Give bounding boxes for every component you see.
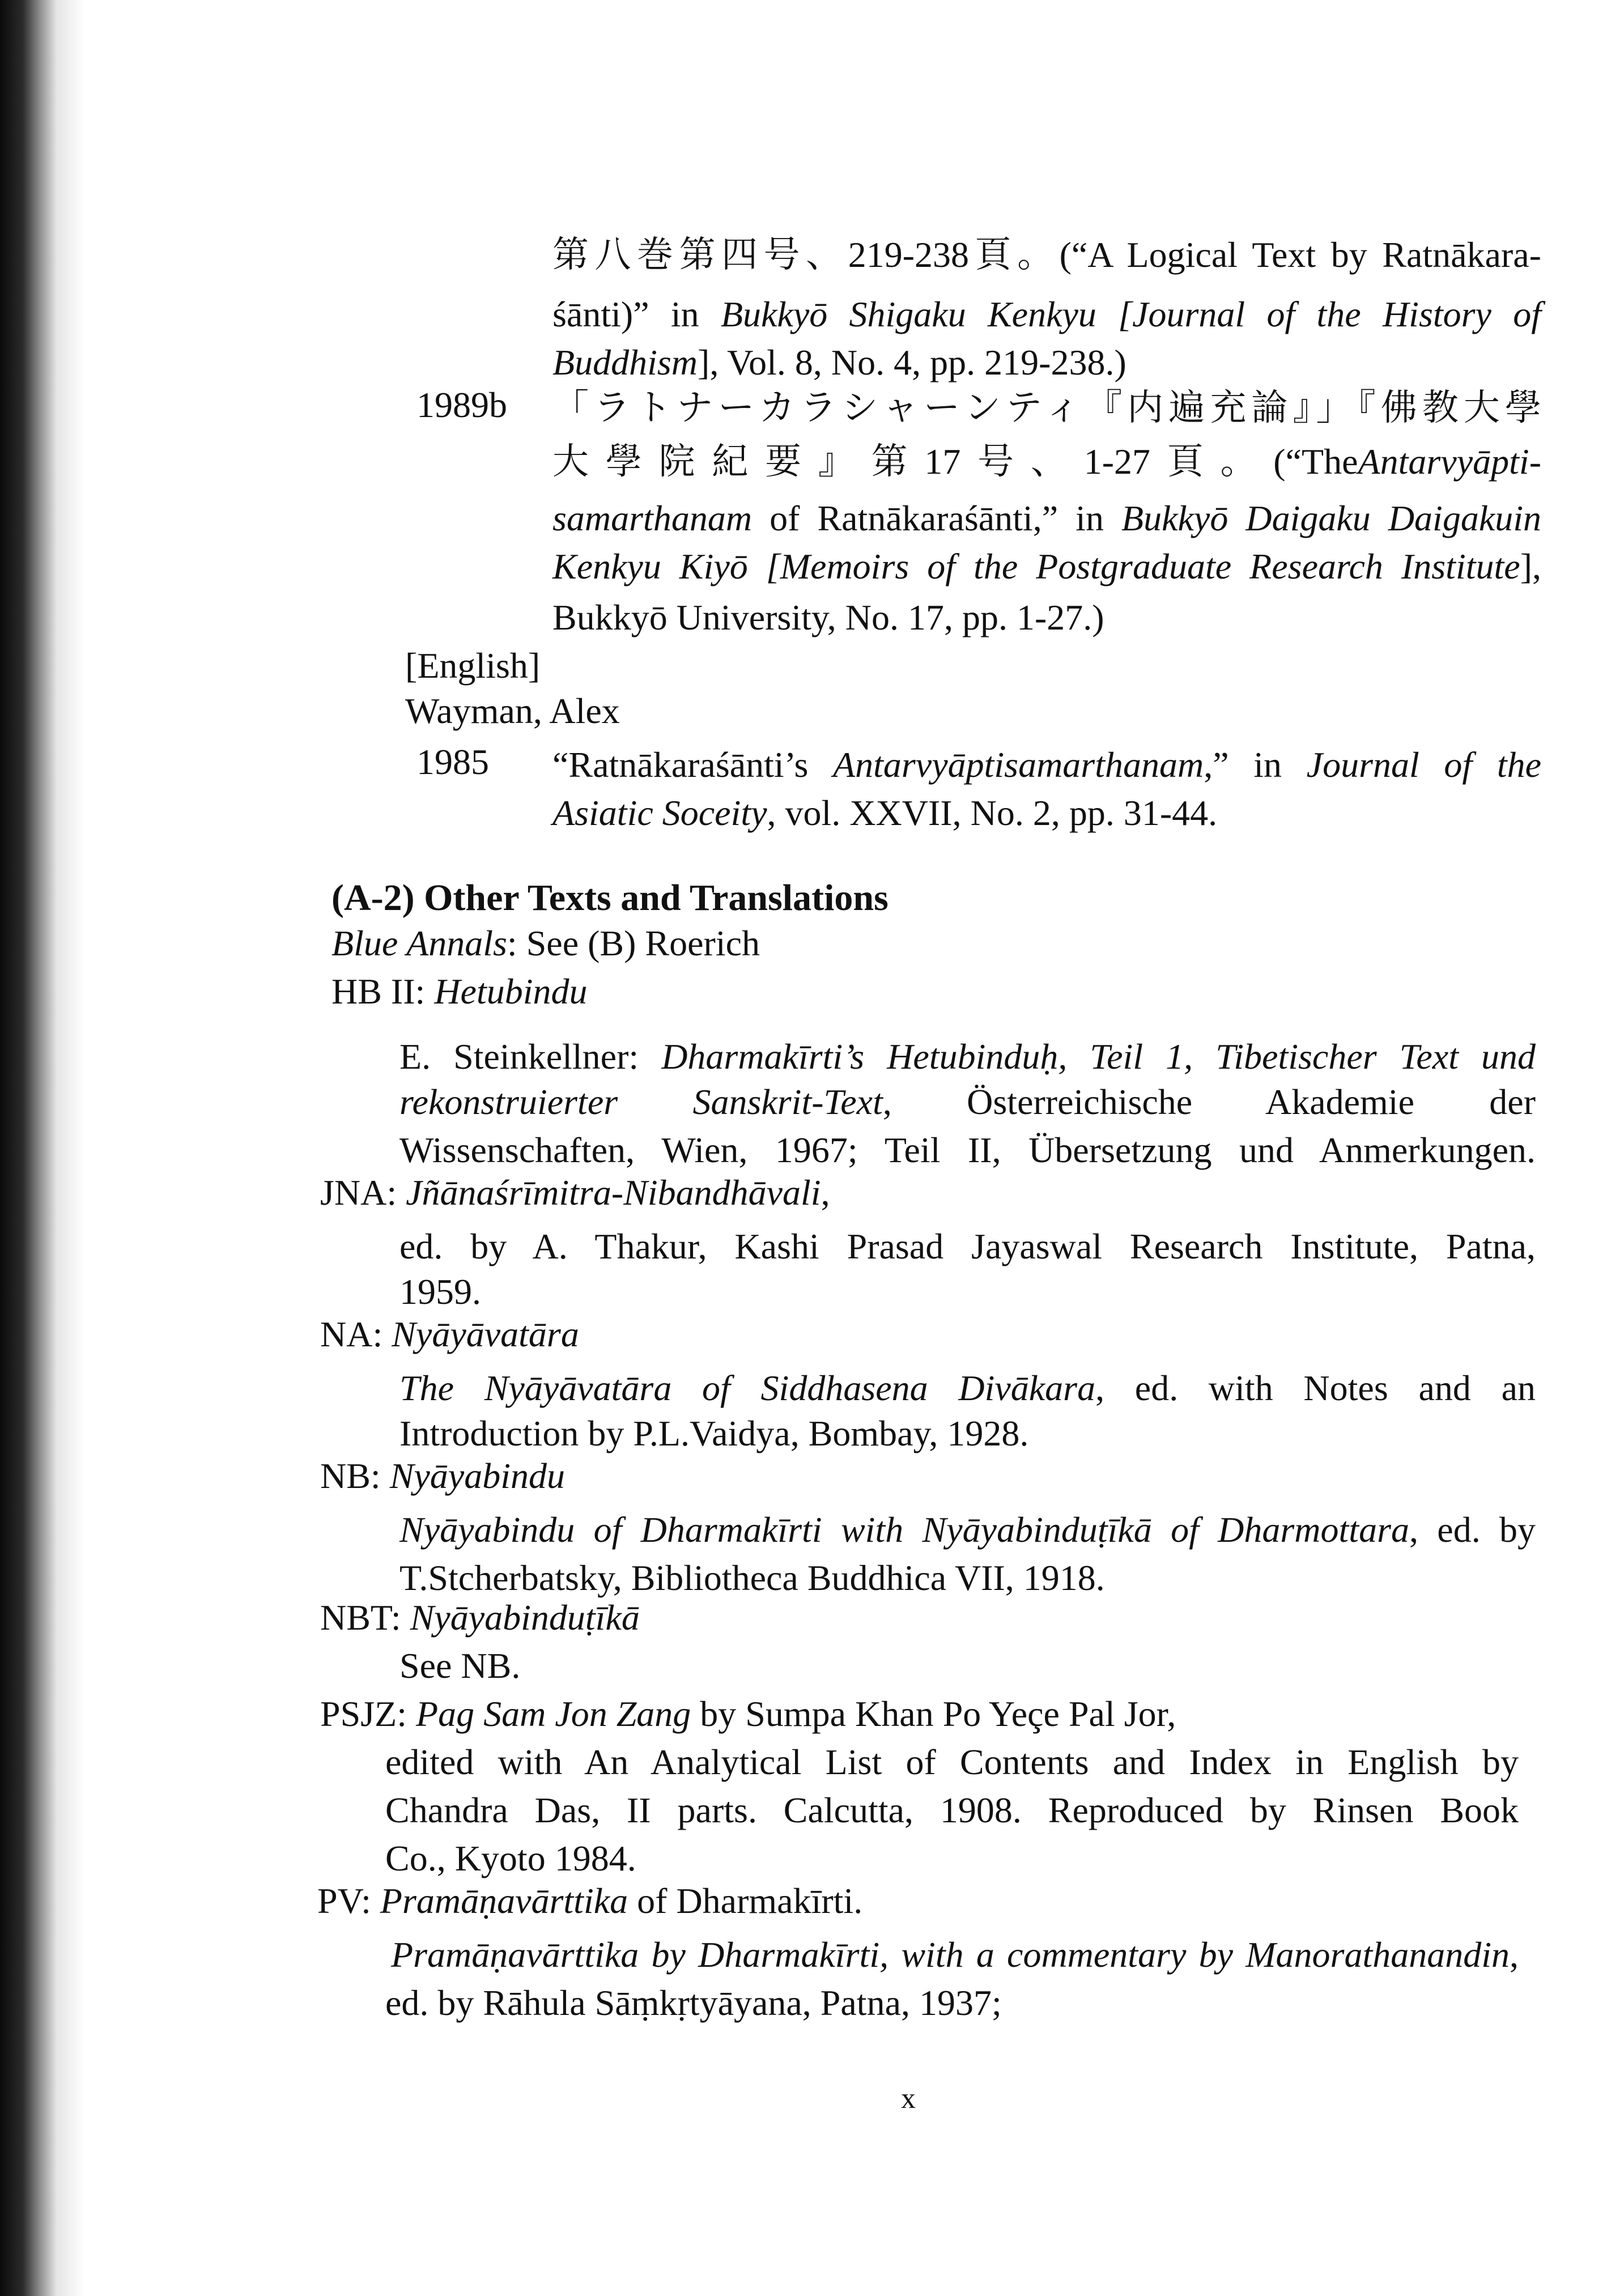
jna-line-2: 1959. bbox=[399, 1272, 481, 1312]
psjz-line-1: edited with An Analytical List of Contents and Index in English by bbox=[385, 1742, 1519, 1782]
continuation-line-3: Buddhism], Vol. 8, No. 4, pp. 219-238.) bbox=[552, 342, 1126, 382]
na-entry-header: NA: Nyāyāvatāra bbox=[320, 1314, 579, 1354]
continuation-line-1: 第八巻第四号、219-238頁。(“A Logical Text by Ratnākara- bbox=[552, 235, 1541, 275]
entry-1989b-line-3: samarthanam of Ratnākaraśānti,” in Bukkyō Daigaku Daigakuin bbox=[552, 498, 1541, 538]
pv-line-2: ed. by Rāhula Sāṃkṛtyāyana, Patna, 1937; bbox=[385, 1983, 1002, 2023]
english-entry-line-2: Asiatic Soceity, vol. XXVII, No. 2, pp. 31-44. bbox=[552, 793, 1218, 833]
english-author: Wayman, Alex bbox=[405, 691, 620, 731]
nb-line-2: T.Stcherbatsky, Bibliotheca Buddhica VII, 1918. bbox=[399, 1558, 1105, 1598]
psjz-entry-header: PSJZ: Pag Sam Jon Zang by Sumpa Khan Po Yeçe Pal Jor, bbox=[320, 1694, 1176, 1734]
pv-line-1: Pramāṇavārttika by Dharmakīrti, with a commentary by Manorathanandin, bbox=[391, 1934, 1519, 1975]
section-heading: (A-2) Other Texts and Translations bbox=[331, 877, 888, 919]
hb-line-1: E. Steinkellner: Dharmakīrti’s Hetubinduḥ, Teil 1, Tibetischer Text und bbox=[399, 1036, 1536, 1077]
nbt-line-1: See NB. bbox=[399, 1646, 521, 1686]
hb-line-3: Wissenschaften, Wien, 1967; Teil II, Übersetzung und Anmerkungen. bbox=[399, 1130, 1536, 1170]
na-line-2: Introduction by P.L.Vaidya, Bombay, 1928. bbox=[399, 1413, 1029, 1453]
english-year: 1985 bbox=[416, 742, 489, 782]
nb-line-1: Nyāyabindu of Dharmakīrti with Nyāyabinduṭīkā of Dharmottara, ed. by bbox=[399, 1510, 1536, 1550]
entry-1989b-line-5: Bukkyō University, No. 17, pp. 1-27.) bbox=[552, 597, 1104, 637]
entry-1989b-line-1: 「ラトナーカラシャーンティ『内遍充論』」『佛教大學 bbox=[552, 388, 1541, 428]
psjz-line-3: Co., Kyoto 1984. bbox=[385, 1838, 636, 1878]
psjz-line-2: Chandra Das, II parts. Calcutta, 1908. Reproduced by Rinsen Book bbox=[385, 1790, 1519, 1830]
nb-entry-header: NB: Nyāyabindu bbox=[320, 1456, 565, 1496]
entry-1989b-line-4: Kenkyu Kiyō [Memoirs of the Postgraduate Research Institute], bbox=[552, 546, 1541, 586]
entry-year-1989b: 1989b bbox=[416, 385, 507, 425]
nbt-entry-header: NBT: Nyāyabinduṭīkā bbox=[320, 1597, 640, 1638]
hb-line-2: rekonstruierter Sanskrit-Text, Österreichische Akademie der bbox=[399, 1082, 1536, 1122]
hb-entry-header: HB II: Hetubindu bbox=[331, 971, 588, 1011]
pv-entry-header: PV: Pramāṇavārttika of Dharmakīrti. bbox=[317, 1881, 863, 1921]
na-line-1: The Nyāyāvatāra of Siddhasena Divākara, ed. with Notes and an bbox=[399, 1368, 1536, 1408]
blue-annals-entry: Blue Annals: See (B) Roerich bbox=[331, 923, 760, 963]
english-entry-line-1: “Ratnākaraśānti’s Antarvyāptisamarthanam,” in Journal of the bbox=[552, 745, 1542, 785]
jna-line-1: ed. by A. Thakur, Kashi Prasad Jayaswal Research Institute, Patna, bbox=[399, 1226, 1536, 1266]
continuation-line-2: śānti)” in Bukkyō Shigaku Kenkyu [Journal of the History of bbox=[552, 294, 1542, 334]
scan-binding-shadow bbox=[0, 0, 85, 2296]
jna-entry-header: JNA: Jñānaśrīmitra-Nibandhāvali, bbox=[320, 1172, 830, 1213]
page-number: x bbox=[901, 2082, 916, 2115]
english-heading: [English] bbox=[405, 645, 541, 686]
entry-1989b-line-2: 大學院紀要』第17号、1-27頁。(“TheAntarvyāpti- bbox=[552, 441, 1541, 482]
